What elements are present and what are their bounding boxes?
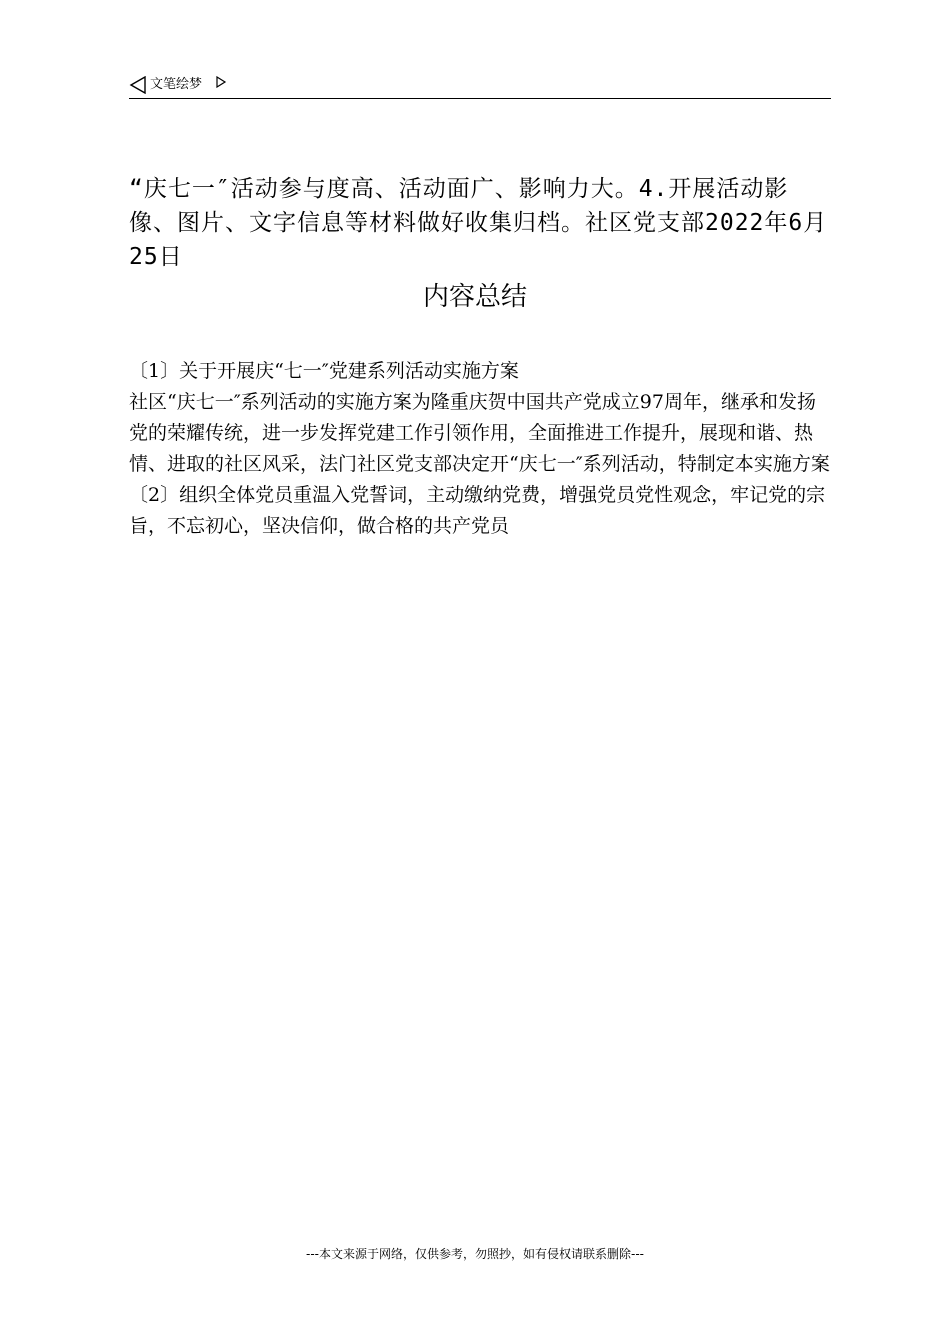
footer-disclaimer: ---本文来源于网络，仅供参考，勿照抄，如有侵权请联系删除--- — [306, 1247, 644, 1261]
section-title: 内容总结 — [422, 282, 527, 312]
summary-item-1: 〔1〕关于开展庆“七一″党建系列活动实施方案 — [129, 360, 519, 382]
summary-item-description: 社区“庆七一″系列活动的实施方案为隆重庆贺中国共产党成立97周年，继承和发扬党的荣耀传统，进一步发挥党建工作引领作用，全面推进工作提升，展现和谐、热情、进取的社区风采，法门社区党支部决定开“庆七一″系列活动，特制定本实施方案 — [129, 391, 830, 475]
summary-body — [129, 356, 833, 542]
page-header — [129, 74, 831, 99]
summary-item-2: 〔2〕组织全体党员重温入党誓词，主动缴纳党费，增强党员党性观念，牢记党的宗旨，不忘初心，坚决信仰，做合格的共产党员 — [129, 484, 826, 537]
header-title: 文笔绘梦 — [150, 77, 203, 92]
triangle-right-outline-icon — [215, 76, 227, 88]
triangle-left-outline-icon — [129, 76, 147, 94]
intro-paragraph: “庆七一″活动参与度高、活动面广、影响力大。4.开展活动影像、图片、文字信息等材料做好收集归档。社区党支部2022年6月25日 — [129, 176, 828, 270]
